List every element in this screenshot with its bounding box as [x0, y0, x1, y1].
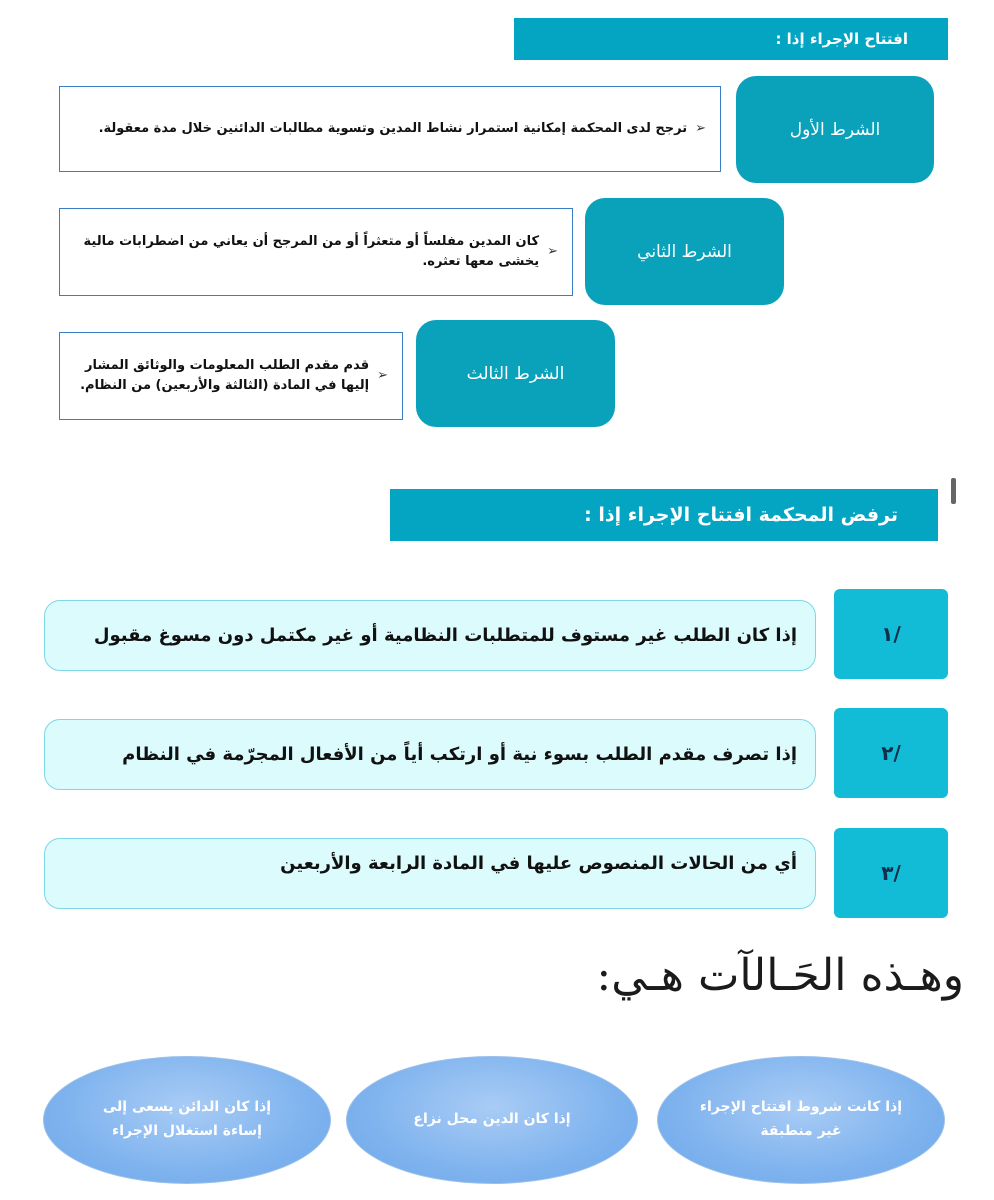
condition-3-text: قدم مقدم الطلب المعلومات والوثائق المشار إليها في المادة (الثالثة والأربعين) من النظام. [80, 357, 370, 393]
scrollbar-thumb[interactable] [951, 478, 956, 504]
case-oval-2 [346, 1056, 638, 1184]
case-oval-1 [657, 1056, 945, 1184]
condition-2-text: كان المدين مفلساً أو متعثراً أو من المرجح أن يعاني من اضطرابات مالية يخشى معها تعثره. [83, 233, 540, 269]
condition-1-text-box [59, 86, 721, 172]
condition-3-label-box [416, 320, 615, 427]
reason-3-number: ٣/ [881, 861, 901, 885]
reason-2-box [44, 719, 816, 790]
reason-1-number: ١/ [881, 622, 901, 646]
reason-1-box [44, 600, 816, 671]
condition-3-label: الشرط الثالث [466, 363, 565, 384]
condition-3-text-box [59, 332, 403, 420]
case-oval-3 [43, 1056, 331, 1184]
arrow-bullet-icon: ➢ [695, 120, 706, 136]
section2-title-bar [390, 489, 938, 541]
arrow-bullet-icon: ➢ [547, 243, 558, 259]
reason-2-number-box [834, 708, 948, 798]
reason-2-text: إذا تصرف مقدم الطلب بسوء نية أو ارتكب أياً من الأفعال المجرّمة في النظام [122, 744, 797, 765]
case-1-text: إذا كانت شروط افتتاح الإجراء غير منطبقة [699, 1099, 903, 1139]
reason-3-box [44, 838, 816, 909]
condition-2-label-box [585, 198, 784, 305]
condition-1-label: الشرط الأول [789, 119, 881, 140]
section1-title-bar [514, 18, 948, 60]
case-3-text: إذا كان الدائن يسعى إلى إساءة استغلال الإجراء [102, 1099, 272, 1139]
section1-title: افتتاح الإجراء إذا : [775, 30, 908, 48]
condition-2-label: الشرط الثاني [637, 241, 732, 262]
condition-1-text: ترجح لدى المحكمة إمكانية استمرار نشاط المدين وتسوية مطالبات الدائنين خلال مدة معقولة. [98, 120, 688, 136]
condition-2-text-box [59, 208, 573, 296]
arrow-bullet-icon: ➢ [377, 367, 388, 383]
cases-heading: وهـذه الحَـالآت هـي: [596, 950, 964, 1001]
case-2-text: إذا كان الدين محل نزاع [413, 1111, 571, 1128]
reason-1-text: إذا كان الطلب غير مستوف للمتطلبات النظامية أو غير مكتمل دون مسوغ مقبول [93, 625, 797, 646]
reason-2-number: ٢/ [881, 741, 901, 765]
condition-1-label-box [736, 76, 934, 183]
reason-1-number-box [834, 589, 948, 679]
reason-3-number-box [834, 828, 948, 918]
section2-title: ترفض المحكمة افتتاح الإجراء إذا : [584, 504, 898, 526]
reason-3-text: أي من الحالات المنصوص عليها في المادة الرابعة والأربعين [280, 853, 797, 874]
